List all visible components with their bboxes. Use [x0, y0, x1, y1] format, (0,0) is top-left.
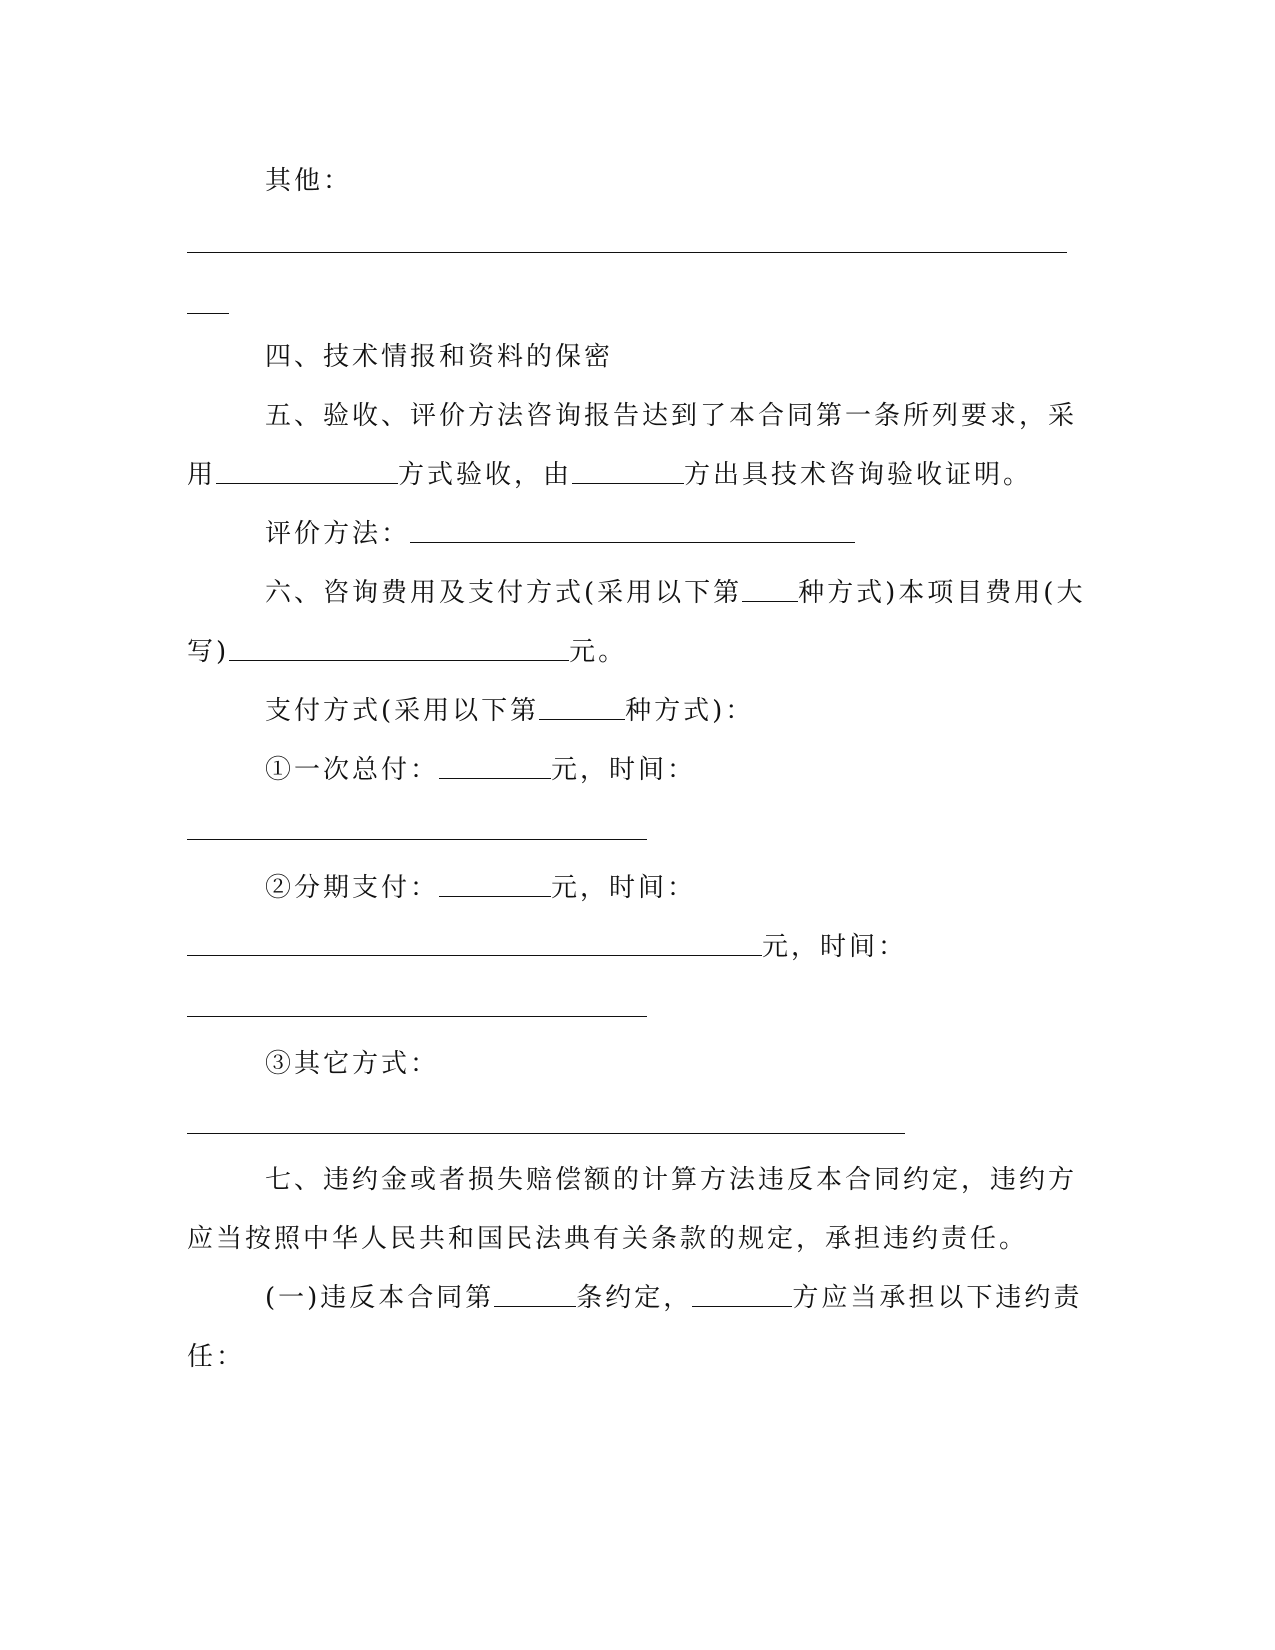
subclause-1-line-1 [265, 1279, 1082, 1317]
section-7-line-1: 七、违约金或者损失赔偿额的计算方法违反本合同约定，违约方 [265, 1165, 1078, 1195]
fill-blank [494, 1282, 576, 1307]
text-fragment: 评价方法： [265, 519, 411, 549]
text-fragment: 方应当承担以下违约责 [792, 1283, 1083, 1313]
fill-blank [692, 1282, 792, 1307]
fill-blank-line [187, 1016, 647, 1017]
section-5-line-2 [187, 456, 1032, 494]
section-5-line-1: 五、验收、评价方法咨询报告达到了本合同第一条所列要求，采 [265, 401, 1078, 431]
evaluation-method-line [265, 515, 855, 553]
option-2-line [265, 869, 696, 907]
fill-blank [742, 577, 798, 602]
subclause-1-line-2: 任： [187, 1342, 246, 1372]
section-6-line-2 [187, 633, 627, 671]
section-4-title: 四、技术情报和资料的保密 [265, 342, 614, 372]
fill-blank [410, 518, 855, 543]
text-fragment: 用 [187, 460, 217, 490]
text-fragment: 条约定， [576, 1283, 693, 1313]
text-fragment: 六、咨询费用及支付方式(采用以下第 [265, 578, 743, 608]
fill-blank [216, 459, 398, 484]
section-6-line-1 [265, 574, 1085, 612]
fill-blank-line [187, 839, 647, 840]
text-fragment: 种方式)本项目费用(大 [798, 578, 1086, 608]
text-fragment: 方式验收，由 [398, 460, 573, 490]
fill-blank [187, 931, 762, 956]
text-fragment: 元。 [569, 637, 628, 667]
fill-blank [539, 695, 625, 720]
fill-blank [229, 636, 569, 661]
other-label: 其他： [265, 166, 353, 196]
option-3-line: ③其它方式： [265, 1049, 440, 1079]
fill-blank [572, 459, 684, 484]
fill-blank [439, 872, 551, 897]
fill-blank-line [187, 1133, 905, 1134]
payment-method-line [265, 692, 754, 730]
fill-blank-line [187, 313, 229, 314]
text-fragment: 支付方式(采用以下第 [265, 696, 540, 726]
text-fragment: 元，时间： [551, 755, 697, 785]
option-1-line [265, 751, 696, 789]
text-fragment: (一)违反本合同第 [265, 1283, 495, 1313]
text-fragment: 元，时间： [762, 932, 908, 962]
text-fragment: 方出具技术咨询验收证明。 [684, 460, 1033, 490]
text-fragment: ②分期支付： [265, 873, 440, 903]
text-fragment: 写) [187, 637, 230, 667]
fill-blank-line [187, 252, 1067, 253]
text-fragment: 种方式)： [625, 696, 755, 726]
text-fragment: ①一次总付： [265, 755, 440, 785]
section-7-line-2: 应当按照中华人民共和国民法典有关条款的规定，承担违约责任。 [187, 1224, 1029, 1254]
fill-blank [439, 754, 551, 779]
text-fragment: 元，时间： [551, 873, 697, 903]
option-2-continuation [187, 928, 907, 966]
